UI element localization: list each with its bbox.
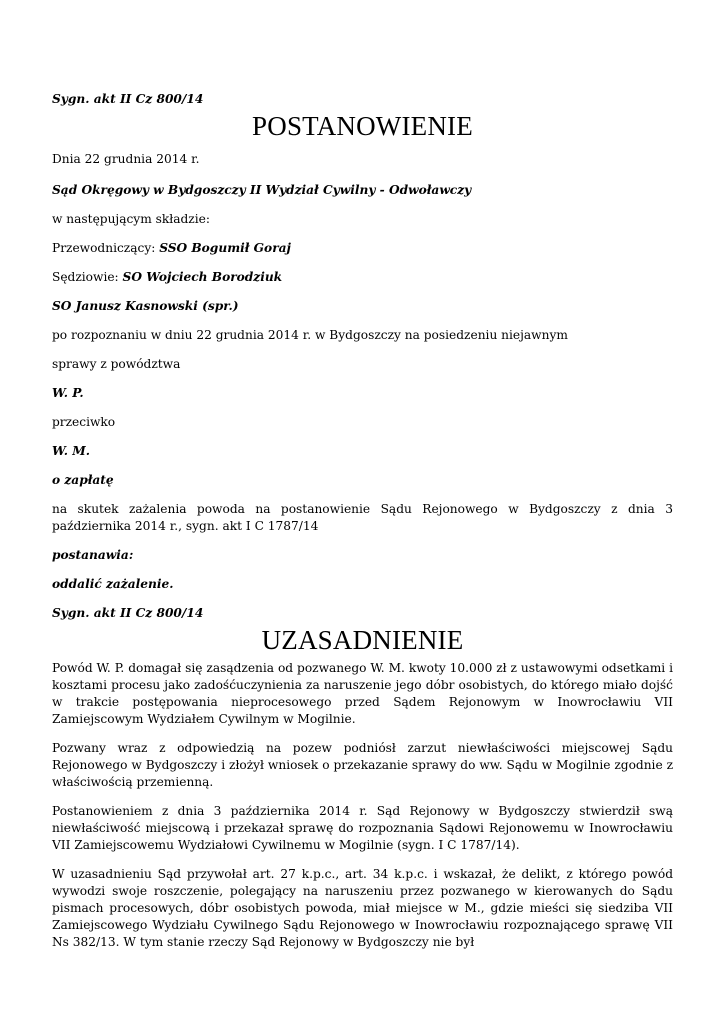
appeal-info: na skutek zażalenia powoda na postanowienie Sądu Rejonowego w Bydgoszczy z dnia 3 października 2014 r., sygn. akt I C 1787/14 [52, 502, 673, 533]
case-from: sprawy z powództwa [52, 357, 181, 371]
justification-paragraph-3: Postanowieniem z dnia 3 października 2014 r. Sąd Rejonowy w Bydgoszczy stwierdził swą niewłaściwość miejscową i przekazał sprawę do rozpoznania Sądowi Rejonowemu w Inowrocławiu VII Zamiejscowemu Wydziałowi Cywilnemu w Mogilnie (sygn. I C 1787/14). [52, 804, 673, 852]
judges [52, 269, 673, 286]
judge-name-2: SO Janusz Kasnowski (spr.) [52, 299, 239, 313]
justification-paragraph-4: W uzasadnieniu Sąd przywołał art. 27 k.p.c., art. 34 k.p.c. i wskazał, że delikt, z którego powód wywodzi swoje roszczenie, polegający na naruszeniu przez pozwanego w kierowanych do Sądu pismach procesowych, dóbr osobistych powoda, miał miejsce w M., gdzie mieści się siedziba VII Zamiejscowego Wydziału Cywilnego Sądu Rejonowego w Inowrocławiu rozpoznającego sprawę VII Ns 382/13. W tym stanie rzeczy Sąd Rejonowy w Bydgoszczy nie był [52, 867, 673, 949]
versus: przeciwko [52, 415, 116, 429]
presiding-judge-name: SSO Bogumił Goraj [159, 241, 291, 255]
judge-name-1: SO Wojciech Borodziuk [122, 270, 283, 284]
defendant: W. M. [52, 444, 91, 458]
justification-paragraph-1: Powód W. P. domagał się zasądzenia od pozwanego W. M. kwoty 10.000 zł z ustawowymi odsetkami i kosztami procesu jako zadośćuczynienia za naruszenie jego dóbr osobistych, do którego miało dojść w trakcie postępowania nieprocesowego przed Sądem Rejonowym w Inowrocławiu VII Zamiejscowym Wydziałem Cywilnym w Mogilnie. [52, 661, 673, 726]
justification-title: UZASADNIENIE [261, 625, 464, 655]
presiding-judge [52, 240, 673, 257]
document-body [52, 91, 673, 951]
case-signature: Sygn. akt II Cz 800/14 [52, 92, 204, 106]
decides-label: postanawia: [52, 548, 134, 562]
document-title: POSTANOWIENIE [252, 111, 473, 141]
judges-label: Sędziowie: [52, 270, 123, 284]
case-signature-2: Sygn. akt II Cz 800/14 [52, 606, 204, 620]
ruling: oddalić zażalenie. [52, 577, 174, 591]
court-name: Sąd Okręgowy w Bydgoszczy II Wydział Cywilny - Odwoławczy [52, 183, 472, 197]
case-subject: o zapłatę [52, 473, 114, 487]
presiding-judge-label: Przewodniczący: [52, 241, 160, 255]
justification-paragraph-2: Pozwany wraz z odpowiedzią na pozew podniósł zarzut niewłaściwości miejscowej Sądu Rejonowego w Bydgoszczy i złożył wniosek o przekazanie sprawy do ww. Sądu w Mogilnie zgodnie z właściwością przemienną. [52, 741, 673, 789]
plaintiff: W. P. [52, 386, 84, 400]
decision-date: Dnia 22 grudnia 2014 r. [52, 152, 200, 166]
hearing-info: po rozpoznaniu w dniu 22 grudnia 2014 r. w Bydgoszczy na posiedzeniu niejawnym [52, 328, 568, 342]
composition-intro: w następującym składzie: [52, 212, 210, 226]
